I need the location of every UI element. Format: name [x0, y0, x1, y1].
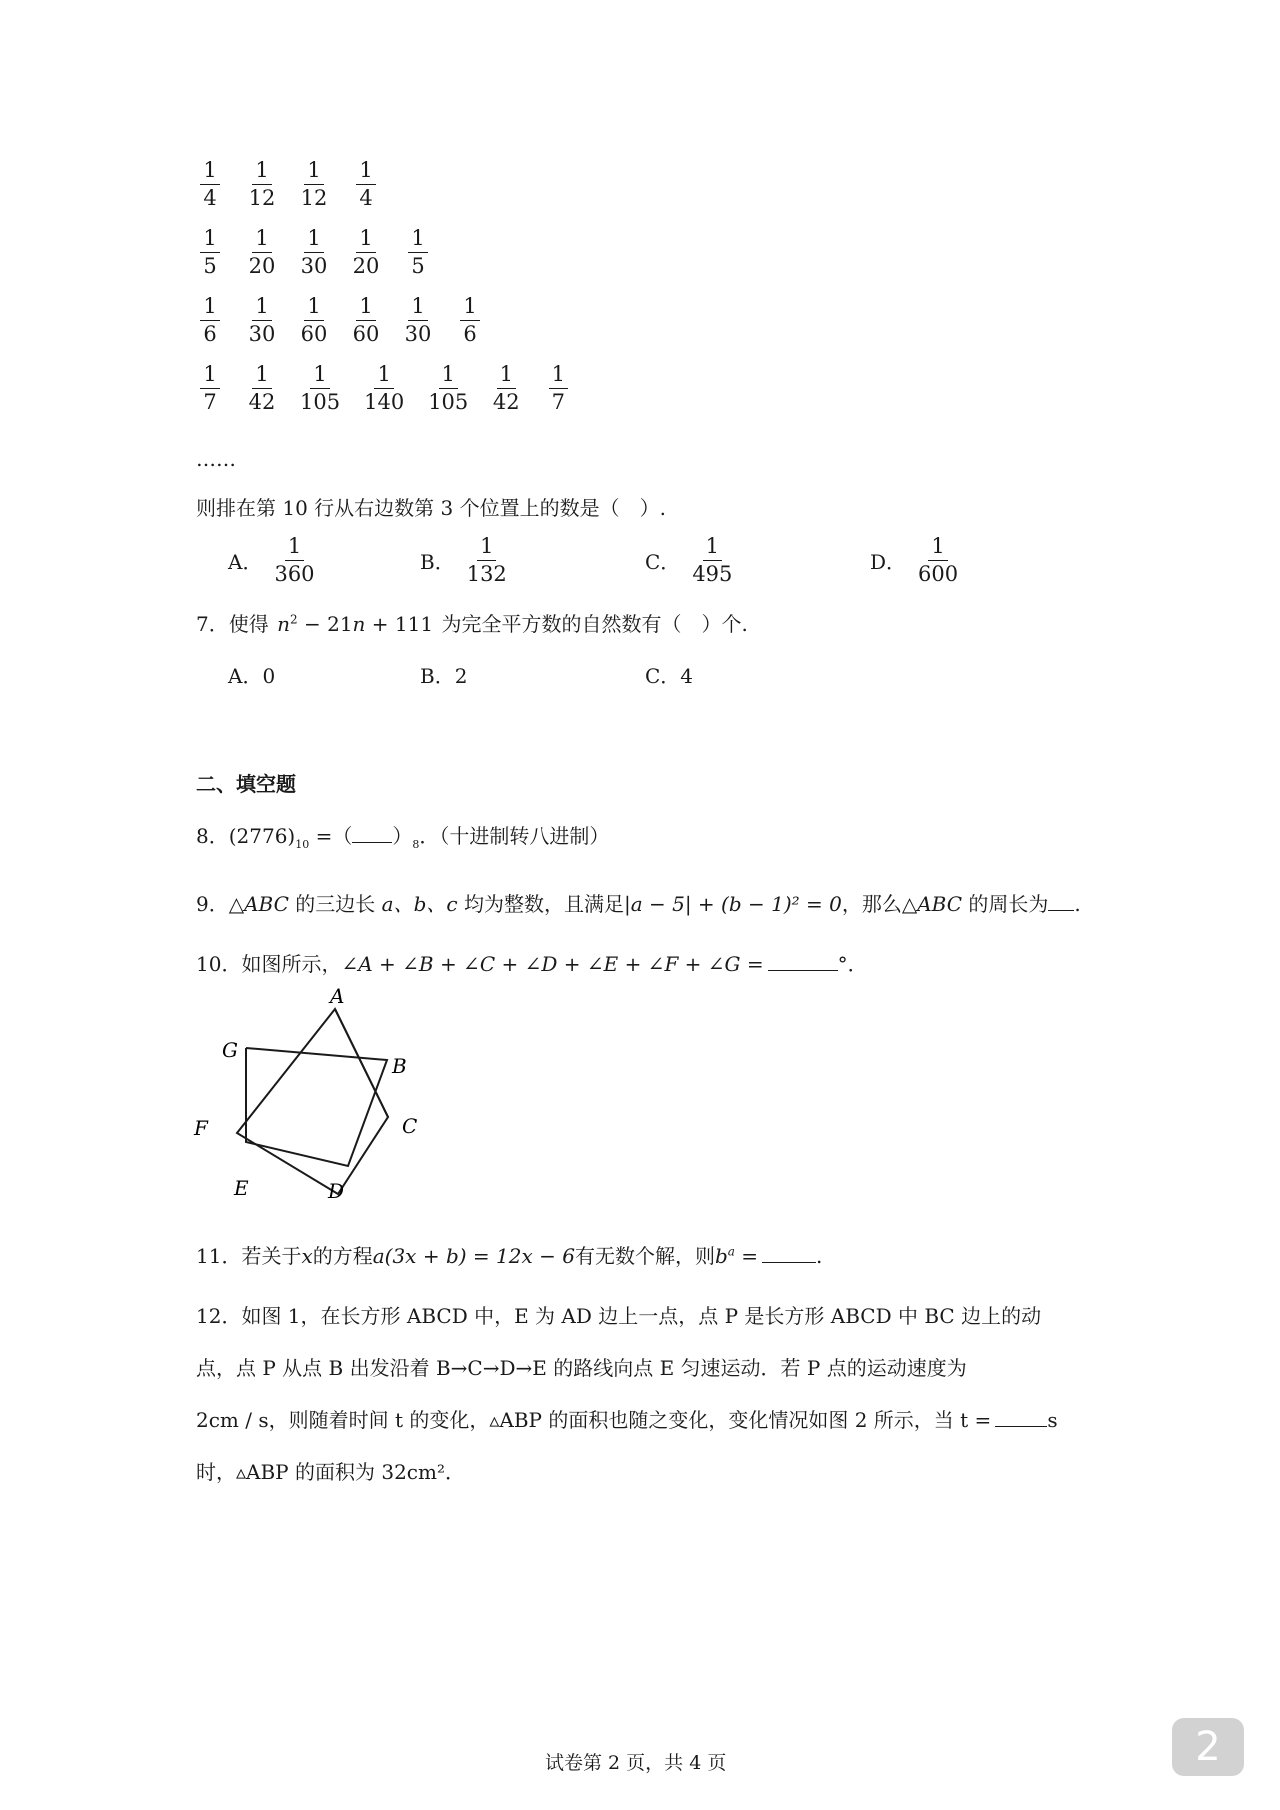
q10-answer-blank[interactable]	[768, 950, 838, 971]
star-label-a: A	[330, 985, 345, 1008]
fraction-denominator: 12	[300, 186, 328, 210]
fraction	[248, 296, 276, 345]
fraction	[196, 364, 224, 413]
q9-triangle-2: ABC	[917, 892, 963, 916]
fraction	[248, 160, 276, 209]
fraction	[364, 364, 404, 413]
triangle-row	[196, 160, 404, 209]
fraction-numerator: 1	[252, 364, 271, 389]
q8-prefix: 8．	[196, 824, 229, 848]
unused	[204, 1008, 388, 1181]
fraction-denominator: 495	[692, 562, 733, 586]
fraction-numerator: 1	[200, 228, 219, 253]
fraction-numerator: 1	[252, 296, 271, 321]
q7-option-c: C．4	[645, 664, 694, 688]
page-number-badge: 2	[1172, 1718, 1244, 1776]
q6-option-d	[870, 536, 958, 585]
fraction-numerator: 1	[356, 228, 375, 253]
fraction-numerator: 1	[460, 296, 479, 321]
q7-expression: $n^2 - 21n + 111$	[277, 612, 434, 636]
q9-equation: |a − 5| + (b − 1)² = 0	[623, 892, 842, 916]
fraction-denominator: 60	[352, 322, 380, 346]
fraction-denominator: 105	[428, 390, 469, 414]
fraction	[300, 228, 328, 277]
fraction	[300, 296, 328, 345]
q9-answer-blank[interactable]	[1048, 890, 1074, 911]
q8-number: (2776)	[228, 824, 296, 848]
fraction-denominator: 4	[359, 186, 373, 210]
star-quad-2	[246, 1048, 387, 1166]
star-label-b: B	[392, 1054, 407, 1078]
q9-end: .	[1074, 892, 1081, 916]
star-label-d: D	[328, 1179, 345, 1203]
fraction	[544, 364, 572, 413]
fraction-numerator: 1	[356, 160, 375, 185]
fraction-denominator: 42	[492, 390, 520, 414]
fraction-denominator: 20	[352, 254, 380, 278]
option-label: C．	[645, 550, 681, 574]
q6-option-b	[420, 536, 507, 585]
q9-text3: ，那么△	[841, 892, 918, 916]
fraction-denominator: 140	[364, 390, 405, 414]
q12-line1: 12．如图 1，在长方形 ABCD 中，E 为 AD 边上一点，点 P 是长方形 ABCD 中 BC 边上的动	[196, 1304, 1042, 1328]
fraction-numerator: 1	[252, 228, 271, 253]
q9-text2: 均为整数，且满足	[457, 892, 624, 916]
option-label: B．	[420, 550, 455, 574]
fraction-numerator: 1	[497, 364, 516, 389]
q10-suffix: °．	[837, 952, 868, 976]
q6-stem: 则排在第 10 行从右边数第 3 个位置上的数是（ ）.	[196, 496, 666, 520]
star-label-g: G	[222, 1038, 238, 1062]
option-fraction	[274, 536, 314, 585]
option-fraction	[918, 536, 958, 585]
fraction-numerator: 1	[285, 536, 304, 561]
fraction-numerator: 1	[439, 364, 458, 389]
q9-text4: 的周长为	[962, 892, 1049, 916]
q9-triangle: ABC	[244, 892, 289, 916]
fraction-numerator: 1	[252, 160, 271, 185]
fraction	[404, 228, 432, 277]
fraction	[248, 364, 276, 413]
q12-line4: 时，▵ABP 的面积为 32cm²．	[196, 1460, 465, 1484]
fraction-denominator: 12	[248, 186, 276, 210]
star-label-f: F	[194, 1116, 208, 1140]
q12-line2: 点，点 P 从点 B 出发沿着 B→C→D→E 的路线向点 E 匀速运动．若 P 点的运动速度为	[196, 1356, 967, 1380]
fraction-numerator: 1	[408, 296, 427, 321]
fraction	[404, 296, 432, 345]
triangle-row	[196, 228, 456, 277]
q8-answer-blank[interactable]	[352, 822, 392, 843]
star-label-e: E	[234, 1176, 249, 1200]
fraction	[428, 364, 468, 413]
q7-stem	[196, 608, 748, 637]
ellipsis: ……	[196, 447, 236, 471]
fraction-denominator: 30	[404, 322, 432, 346]
fraction-denominator: 30	[300, 254, 328, 278]
q8-after-blank: ）	[392, 824, 413, 848]
fraction-numerator: 1	[304, 296, 323, 321]
q10-prefix: 10．如图所示，	[196, 952, 342, 976]
star-quad-1	[237, 1009, 388, 1194]
q12-answer-blank[interactable]	[995, 1406, 1047, 1427]
option-label: D．	[870, 550, 907, 574]
triangle-row	[196, 296, 508, 345]
fraction-numerator: 1	[310, 364, 329, 389]
fraction-denominator: 360	[274, 562, 315, 586]
q11-text1: 的方程	[312, 1244, 373, 1268]
fraction-numerator: 1	[408, 228, 427, 253]
q9-text1: 的三边长	[288, 892, 382, 916]
fraction-denominator: 6	[203, 322, 217, 346]
page-footer: 试卷第 2 页，共 4 页	[545, 1752, 727, 1774]
fraction-denominator: 42	[248, 390, 276, 414]
star-label-c: C	[402, 1114, 418, 1138]
q6-option-a	[228, 536, 315, 585]
fraction	[196, 228, 224, 277]
fraction-denominator: 5	[203, 254, 217, 278]
fraction-numerator: 1	[200, 160, 219, 185]
fraction	[352, 160, 380, 209]
q7-suffix: 为完全平方数的自然数有（ ）个.	[441, 612, 748, 636]
fraction-numerator: 1	[356, 296, 375, 321]
fraction	[300, 160, 328, 209]
fraction	[196, 296, 224, 345]
q11-text2: 有无数个解，则	[574, 1244, 715, 1268]
q8-suffix: ．（十进制转八进制）	[419, 824, 610, 848]
q7-option-a: A．0	[228, 664, 276, 688]
q11	[196, 1240, 822, 1269]
q7-prefix: 7．使得	[196, 612, 269, 636]
q11-var: x	[301, 1244, 313, 1268]
fraction-numerator: 1	[928, 536, 947, 561]
q11-equation: a(3x + b) = 12x − 6	[372, 1244, 575, 1268]
fraction	[352, 296, 380, 345]
fraction-numerator: 1	[304, 160, 323, 185]
q10	[196, 948, 868, 977]
fraction	[300, 364, 340, 413]
q11-answer-blank[interactable]	[762, 1242, 816, 1263]
fraction-denominator: 20	[248, 254, 276, 278]
fraction-numerator: 1	[374, 364, 393, 389]
q11-prefix: 11．若关于	[196, 1244, 302, 1268]
fraction	[456, 296, 484, 345]
q7-option-b: B．2	[420, 664, 468, 688]
q12-line3	[196, 1404, 1058, 1433]
q10-expression: ∠A + ∠B + ∠C + ∠D + ∠E + ∠F + ∠G =	[341, 952, 764, 976]
fraction	[492, 364, 520, 413]
section-title: 二、填空题	[196, 772, 296, 796]
triangle-row	[196, 364, 596, 413]
q8-base10: 10	[295, 838, 310, 851]
fraction-denominator: 30	[248, 322, 276, 346]
fraction	[352, 228, 380, 277]
q12-unit: s	[1047, 1408, 1058, 1432]
star-edge-ac	[335, 1009, 388, 1117]
q11-power: b	[714, 1244, 728, 1268]
unused-2	[204, 1009, 335, 1129]
fraction-denominator: 4	[203, 186, 217, 210]
fraction	[196, 160, 224, 209]
option-label: A．	[228, 550, 263, 574]
q6-option-c	[645, 536, 732, 585]
fraction-denominator: 105	[300, 390, 341, 414]
q11-eq: =	[734, 1244, 759, 1268]
fraction-numerator: 1	[477, 536, 496, 561]
fraction-numerator: 1	[200, 296, 219, 321]
q8-middle: =（	[309, 824, 353, 848]
fraction-denominator: 6	[463, 322, 477, 346]
q9	[196, 888, 1081, 917]
fraction-denominator: 7	[551, 390, 565, 414]
q11-end: .	[816, 1244, 823, 1268]
q8-base8: 8	[412, 838, 420, 851]
option-fraction	[692, 536, 732, 585]
option-fraction	[467, 536, 507, 585]
q9-vars: a、b、c	[381, 892, 458, 916]
fraction-numerator: 1	[304, 228, 323, 253]
q11-exponent: a	[727, 1244, 735, 1259]
fraction	[248, 228, 276, 277]
fraction-denominator: 600	[918, 562, 959, 586]
fraction-denominator: 132	[466, 562, 507, 586]
fraction-denominator: 7	[203, 390, 217, 414]
q8	[196, 820, 609, 851]
fraction-numerator: 1	[200, 364, 219, 389]
fraction-denominator: 5	[411, 254, 425, 278]
q9-prefix: 9．△	[196, 892, 245, 916]
star-figure	[180, 985, 440, 1215]
q12-line3-text: 2cm / s，则随着时间 t 的变化，▵ABP 的面积也随之变化，变化情况如图 2 所示，当 t =	[196, 1408, 992, 1432]
fraction-numerator: 1	[549, 364, 568, 389]
fraction-denominator: 60	[300, 322, 328, 346]
fraction-numerator: 1	[703, 536, 722, 561]
